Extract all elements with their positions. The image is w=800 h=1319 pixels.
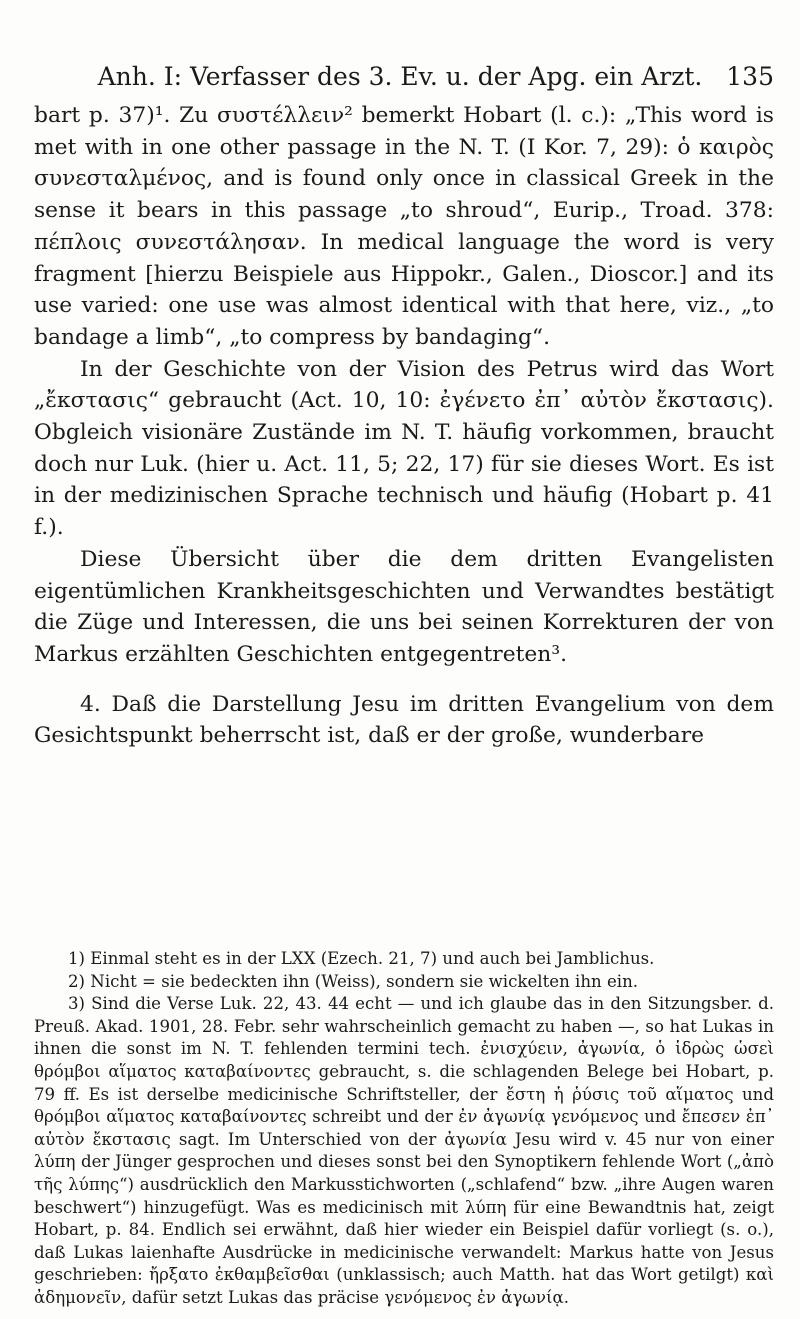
paragraph-ekstasis: In der Geschichte von der Vision des Petrus wird das Wort „ἔκστασις“ gebraucht (Act. 10, 10: ἐγένετο ἐπ᾽ αὐτὸν ἔκστασις). Obgleich visionäre Zustände im N. T. häufig vorkommen, braucht doch nur Luk. (hier u. Act. 11, 5; 22, 17) für sie dieses Wort. Es ist in der medizinischen Sprache technisch und häufig (Hobart p. 41 f.). xyxy=(34,356,774,541)
footnotes xyxy=(34,948,774,1310)
paragraph-hobart-quote: bart p. 37)¹. Zu συστέλλειν² bemerkt Hobart (l. c.): „This word is met with in one other passage in the N. T. (I Kor. 7, 29): ὁ καιρὸς συνεσταλμένος, and is found only once in classical Greek in the sense it bears in this passage „to shroud“, Eurip., Troad. 378: πέπλοις συνεστάλησαν. In medical language the word is very fragment [hierzu Beispiele aus Hippokr., Galen., Dioscor.] and its use varied: one use was almost identical with that here, viz., „to bandage a limb“, „to compress by bandaging“. xyxy=(34,103,774,350)
footnote-1: 1) Einmal steht es in der LXX (Ezech. 21, 7) und auch bei Jamblichus. xyxy=(68,949,655,968)
footnote-2: 2) Nicht = sie bedeckten ihn (Weiss), sondern sie wickelten ihn ein. xyxy=(68,971,639,991)
main-text xyxy=(34,100,774,752)
footnote-3: 3) Sind die Verse Luk. 22, 43. 44 echt — und ich glaube das in den Sitzungsber. d. Preuß. Akad. 1901, 28. Febr. sehr wahrscheinlich gemacht zu haben —, so hat Lukas in ihnen die sonst im N. T. fehlenden termini tech. ἐνισχύειν, ἀγωνία, ὁ ἱδρὼς ὡσεὶ θρόμβοι αἵματος καταβαίνοντες gebraucht, s. die schlagenden Belege bei Hobart, p. 79 ff. Es ist derselbe medicinische Schriftsteller, der ἔστη ἡ ῥύσις τοῦ αἵματος und θρόμβοι αἵματος καταβαίνοντες schreibt und der ἐν ἀγωνίᾳ γενόμενος und ἔπεσεν ἐπ᾽ αὐτὸν ἔκστασις sagt. Im Unterschied von der ἀγωνία Jesu wird v. 45 nur von einer λύπη der Jünger gesprochen und dieses sonst bei den Synoptikern fehlende Wort („ἀπὸ τῆς λύπης“) ausdrücklich den Markusstichworten („schlafend“ bzw. „ihre Augen waren beschwert“) hinzugefügt. Was es medicinisch mit λύπη für eine Bewandtnis hat, zeigt Hobart, p. 84. Endlich sei erwähnt, daß hier wieder ein Beispiel dafür vorliegt (s. o.), daß Lukas laienhafte Ausdrücke in medicinische verwandelt: Markus hatte von Jesus geschrieben: ἤρξατο ἐκθαμβεῖσθαι (unklassisch; auch Matth. hat das Wort getilgt) καὶ ἀδημονεῖν, dafür setzt Lukas das präcise γενόμενος ἐν ἀγωνίᾳ. xyxy=(34,994,774,1307)
header-title: Anh. I: Verfasser des 3. Ev. u. der Apg. ein Arzt. xyxy=(97,62,703,91)
paragraph-section-4: 4. Daß die Darstellung Jesu im dritten Evangelium von dem Gesichtspunkt beherrscht ist, daß er der große, wunderbare xyxy=(34,691,774,749)
paragraph-summary: Diese Übersicht über die dem dritten Evangelisten eigentümlichen Krankheitsgeschichten und Verwandtes bestätigt die Züge und Interessen, die uns bei seinen Korrekturen der von Markus erzählten Geschichten entgegentreten³. xyxy=(34,546,774,667)
page-number: 135 xyxy=(726,62,774,91)
running-header xyxy=(0,62,800,96)
